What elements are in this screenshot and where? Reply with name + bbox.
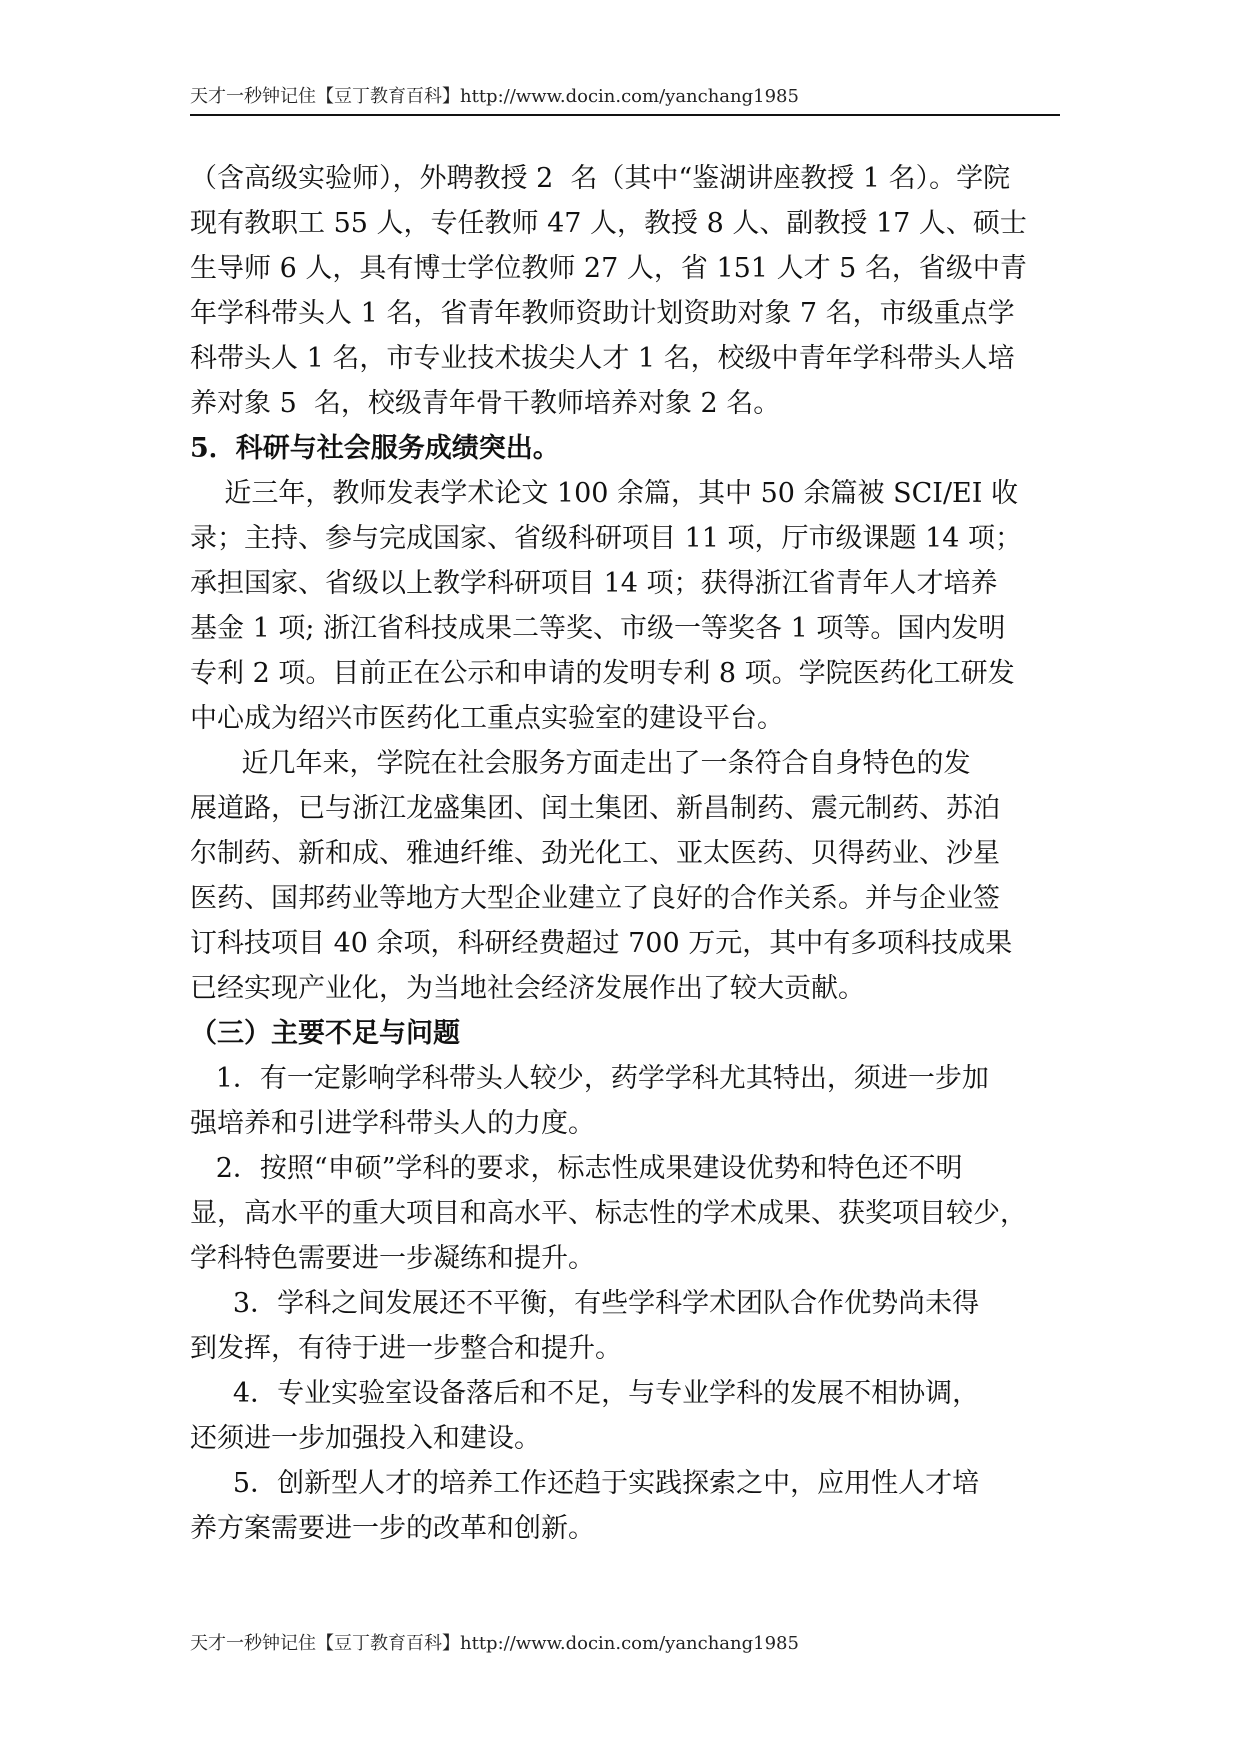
body-line: 现有教职工 55 人，专任教师 47 人，教授 8 人、副教授 17 人、硕士 bbox=[190, 208, 1027, 239]
section-heading: 5．科研与社会服务成绩突出。 bbox=[190, 433, 560, 464]
body-line: 还须进一步加强投入和建设。 bbox=[190, 1423, 541, 1454]
body-line: 承担国家、省级以上教学科研项目 14 项；获得浙江省青年人才培养 bbox=[190, 568, 998, 599]
body-line: 专利 2 项。目前正在公示和申请的发明专利 8 项。学院医药化工研发 bbox=[190, 658, 1015, 689]
body-line: 2．按照“申硕”学科的要求，标志性成果建设优势和特色还不明 bbox=[190, 1153, 963, 1184]
body-line: 科带头人 1 名，市专业技术拔尖人才 1 名，校级中青年学科带头人培 bbox=[190, 343, 1015, 374]
page-footer: 天才一秒钟记住【豆丁教育百科】http://www.docin.com/yanchang1985 bbox=[190, 1633, 799, 1654]
section-heading: （三）主要不足与问题 bbox=[190, 1018, 460, 1049]
body-line: 订科技项目 40 余项，科研经费超过 700 万元，其中有多项科技成果 bbox=[190, 928, 1013, 959]
body-line: 3．学科之间发展还不平衡，有些学科学术团队合作优势尚未得 bbox=[190, 1288, 980, 1319]
body-line: 到发挥，有待于进一步整合和提升。 bbox=[190, 1333, 622, 1364]
body-line: 显，高水平的重大项目和高水平、标志性的学术成果、获奖项目较少， bbox=[190, 1198, 1027, 1229]
body-line: 基金 1 项; 浙江省科技成果二等奖、市级一等奖各 1 项等。国内发明 bbox=[190, 613, 1006, 644]
body-line: 1．有一定影响学科带头人较少，药学学科尤其特出，须进一步加 bbox=[190, 1063, 989, 1094]
body-line: 近几年来，学院在社会服务方面走出了一条符合自身特色的发 bbox=[190, 748, 971, 779]
page-header: 天才一秒钟记住【豆丁教育百科】http://www.docin.com/yanchang1985 bbox=[190, 86, 799, 107]
body-line: 展道路，已与浙江龙盛集团、闰土集团、新昌制药、震元制药、苏泊 bbox=[190, 793, 1000, 824]
body-line: 年学科带头人 1 名，省青年教师资助计划资助对象 7 名，市级重点学 bbox=[190, 298, 1015, 329]
body-line: 养对象 5 名，校级青年骨干教师培养对象 2 名。 bbox=[190, 388, 781, 419]
document-body bbox=[190, 156, 1060, 1551]
body-line: 医药、国邦药业等地方大型企业建立了良好的合作关系。并与企业签 bbox=[190, 883, 1000, 914]
body-line: 4．专业实验室设备落后和不足，与专业学科的发展不相协调， bbox=[190, 1378, 980, 1409]
body-line: 强培养和引进学科带头人的力度。 bbox=[190, 1108, 595, 1139]
body-line: 5．创新型人才的培养工作还趋于实践探索之中，应用性人才培 bbox=[190, 1468, 980, 1499]
body-line: 养方案需要进一步的改革和创新。 bbox=[190, 1513, 595, 1544]
body-line: （含高级实验师），外聘教授 2 名（其中“鉴湖讲座教授 1 名）。学院 bbox=[190, 163, 1011, 194]
body-line: 中心成为绍兴市医药化工重点实验室的建设平台。 bbox=[190, 703, 784, 734]
body-line: 学科特色需要进一步凝练和提升。 bbox=[190, 1243, 595, 1274]
body-line: 尔制药、新和成、雅迪纤维、劲光化工、亚太医药、贝得药业、沙星 bbox=[190, 838, 1000, 869]
body-line: 录；主持、参与完成国家、省级科研项目 11 项，厅市级课题 14 项； bbox=[190, 523, 1023, 554]
header-divider bbox=[190, 114, 1060, 116]
body-line: 近三年，教师发表学术论文 100 余篇，其中 50 余篇被 SCI/EI 收 bbox=[190, 478, 1019, 509]
body-line: 生导师 6 人，具有博士学位教师 27 人，省 151 人才 5 名，省级中青 bbox=[190, 253, 1027, 284]
body-line: 已经实现产业化，为当地社会经济发展作出了较大贡献。 bbox=[190, 973, 865, 1004]
